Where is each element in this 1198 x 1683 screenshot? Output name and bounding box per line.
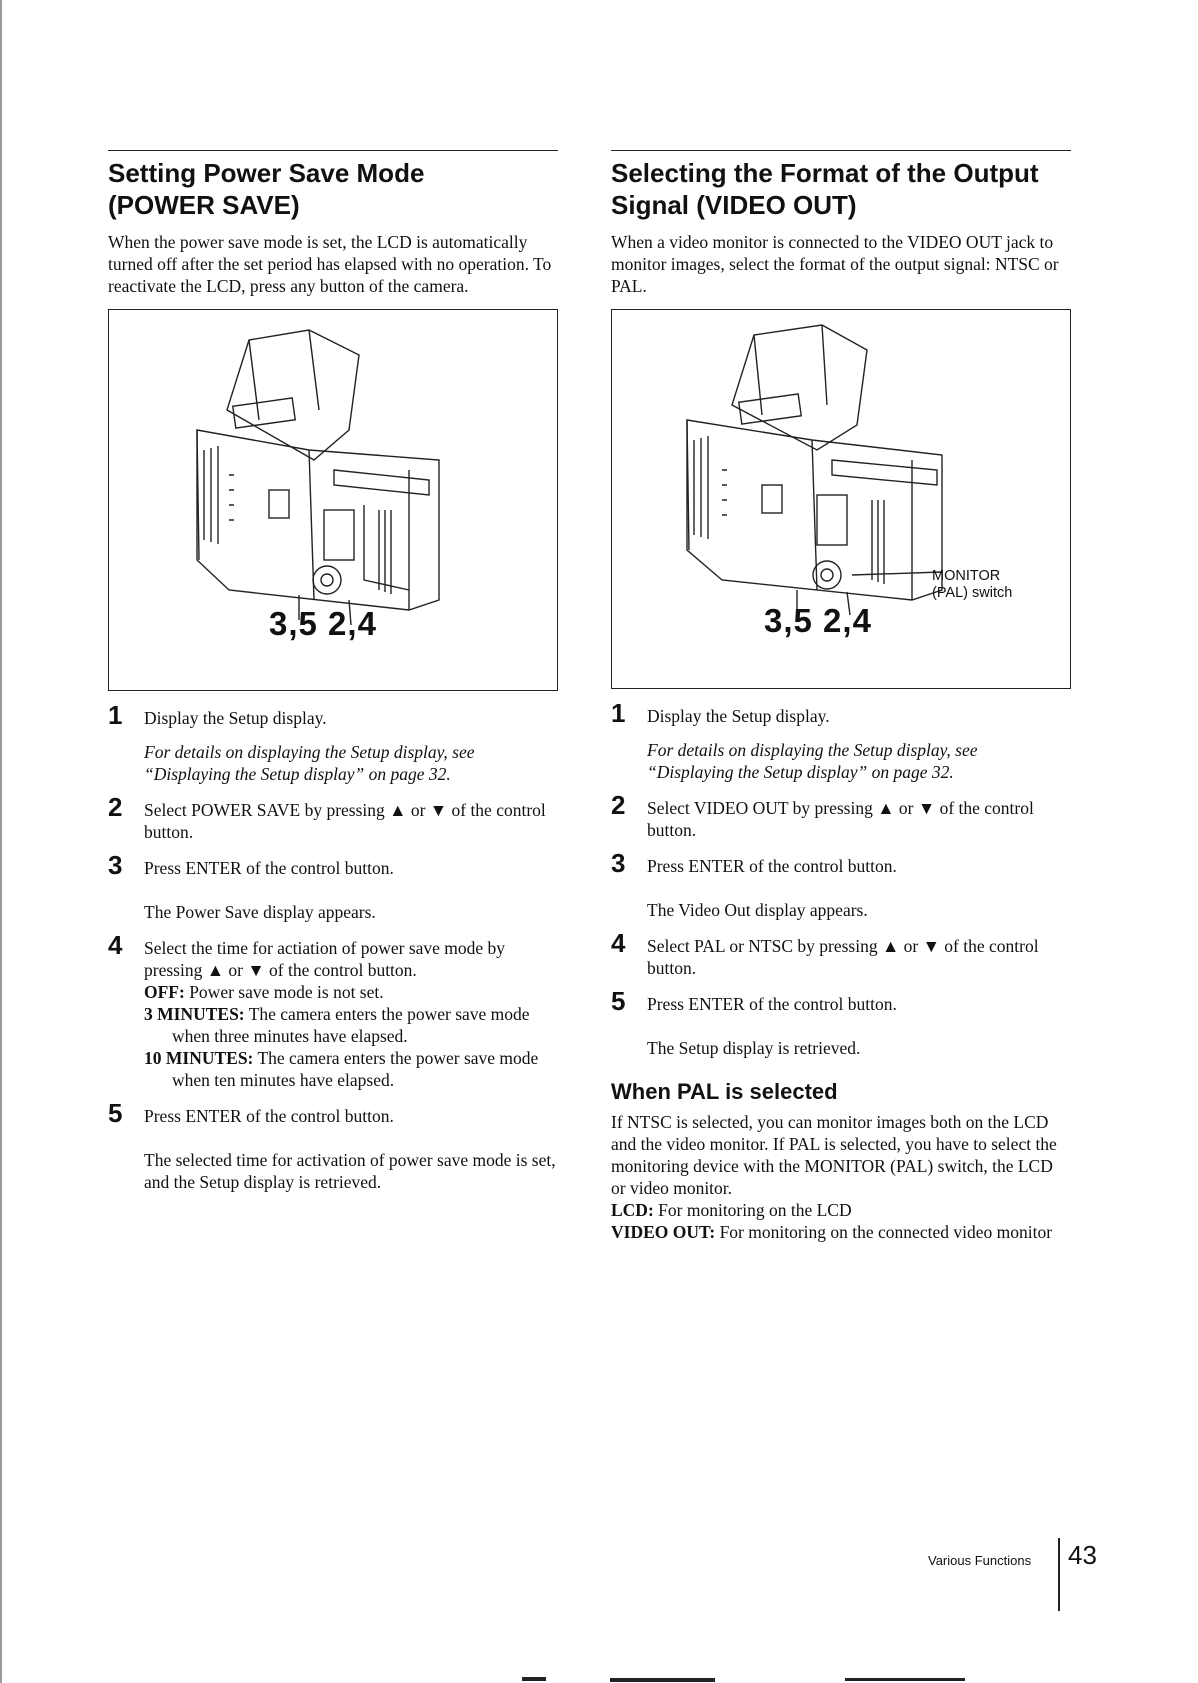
step — [108, 850, 558, 923]
heading-line-2: (POWER SAVE) — [108, 190, 300, 220]
step-number: 2 — [611, 790, 626, 820]
scan-mark — [522, 1677, 546, 1681]
step — [611, 848, 1071, 921]
step-text: Press ENTER of the control button. — [144, 858, 394, 878]
option-key: 3 MINUTES: — [144, 1004, 245, 1024]
step-number: 3 — [611, 848, 626, 878]
option-off — [144, 981, 558, 1003]
step — [108, 930, 558, 1091]
step-text: Select PAL or NTSC by pressing ▲ or ▼ of the control button. — [647, 936, 1039, 978]
heading-line-2: Signal (VIDEO OUT) — [611, 190, 857, 220]
step — [108, 1098, 558, 1193]
step-text: Press ENTER of the control button. — [144, 1106, 394, 1126]
callout-line-1: MONITOR — [932, 568, 1001, 584]
heading-line-1: Selecting the Format of the Output — [611, 158, 1039, 188]
step-result: The selected time for activation of power save mode is set, and the Setup display is retrieved. — [144, 1150, 556, 1192]
option-key: 10 MINUTES: — [144, 1048, 254, 1068]
video-out-section — [611, 150, 1071, 1243]
power-save-intro: When the power save mode is set, the LCD is automatically turned off after the set period has elapsed with no operation. To reactivate the LCD, press any button of the camera. — [108, 232, 552, 296]
definition-key: LCD: — [611, 1200, 654, 1220]
step-text: Press ENTER of the control button. — [647, 994, 897, 1014]
video-out-intro: When a video monitor is connected to the VIDEO OUT jack to monitor images, select the format of the output signal: NTSC or PAL. — [611, 232, 1059, 296]
step-number: 1 — [611, 698, 626, 728]
monitor-pal-switch-callout — [932, 568, 1012, 602]
step-text: Display the Setup display. — [144, 708, 327, 728]
power-save-steps — [108, 700, 558, 1193]
note-line: “Displaying the Setup display” on page 32. — [144, 764, 451, 784]
step-number: 5 — [611, 986, 626, 1016]
option-3-minutes — [144, 1003, 558, 1047]
option-10-minutes — [144, 1047, 558, 1091]
heading-line-1: Setting Power Save Mode — [108, 158, 425, 188]
scan-mark — [610, 1678, 715, 1682]
step — [611, 698, 1071, 783]
step-text: Select the time for actiation of power save mode by pressing ▲ or ▼ of the control button. — [144, 938, 506, 980]
pal-selected-heading: When PAL is selected — [611, 1079, 838, 1104]
step-number: 4 — [108, 930, 123, 960]
definition-video-out — [611, 1221, 1071, 1243]
step-result: The Power Save display appears. — [144, 902, 376, 922]
power-save-heading — [108, 150, 558, 221]
camera-illustration-left — [108, 309, 558, 691]
figure-step-label: 3,5 2,4 — [269, 605, 377, 642]
definition-lcd — [611, 1199, 1071, 1221]
definition-desc: For monitoring on the LCD — [658, 1200, 852, 1220]
footer-divider — [1058, 1538, 1060, 1611]
step-text: Display the Setup display. — [647, 706, 830, 726]
option-desc: The camera enters the power save mode when ten minutes have elapsed. — [172, 1048, 539, 1090]
step — [108, 700, 558, 785]
definition-desc: For monitoring on the connected video monitor — [719, 1222, 1053, 1242]
scan-mark — [845, 1678, 965, 1681]
callout-line-2: (PAL) switch — [932, 585, 1013, 601]
step-number: 1 — [108, 700, 123, 730]
step — [611, 928, 1071, 979]
power-save-section — [108, 150, 558, 1207]
page-number: 43 — [1068, 1540, 1097, 1570]
page-edge — [0, 0, 2, 1683]
step-number: 4 — [611, 928, 626, 958]
definition-key: VIDEO OUT: — [611, 1222, 716, 1242]
step-result: The Setup display is retrieved. — [647, 1038, 861, 1058]
step-result: The Video Out display appears. — [647, 900, 868, 920]
step — [611, 790, 1071, 841]
pal-selected-text: If NTSC is selected, you can monitor images both on the LCD and the video monitor. If PAL is selected, you have to select the monitoring device with the MONITOR (PAL) switch, the LCD or video monitor. — [611, 1112, 1057, 1198]
note-line: “Displaying the Setup display” on page 32. — [647, 762, 954, 782]
figure-step-label: 3,5 2,4 — [764, 602, 872, 639]
step — [108, 792, 558, 843]
step-number: 2 — [108, 792, 123, 822]
step — [611, 986, 1071, 1059]
option-key: OFF: — [144, 982, 185, 1002]
note-line: For details on displaying the Setup display, see — [647, 740, 978, 760]
step-note — [647, 739, 1071, 783]
footer-section-title: Various Functions — [928, 1553, 1032, 1568]
step-text: Select POWER SAVE by pressing ▲ or ▼ of the control button. — [144, 800, 546, 842]
note-line: For details on displaying the Setup display, see — [144, 742, 475, 762]
step-text: Select VIDEO OUT by pressing ▲ or ▼ of the control button. — [647, 798, 1034, 840]
video-out-heading — [611, 150, 1071, 221]
option-desc: Power save mode is not set. — [189, 982, 384, 1002]
video-out-steps — [611, 698, 1071, 1059]
step-text: Press ENTER of the control button. — [647, 856, 897, 876]
camera-illustration-right — [611, 309, 1071, 689]
step-number: 5 — [108, 1098, 123, 1128]
step-note — [144, 741, 558, 785]
step-number: 3 — [108, 850, 123, 880]
option-desc: The camera enters the power save mode when three minutes have elapsed. — [172, 1004, 530, 1046]
